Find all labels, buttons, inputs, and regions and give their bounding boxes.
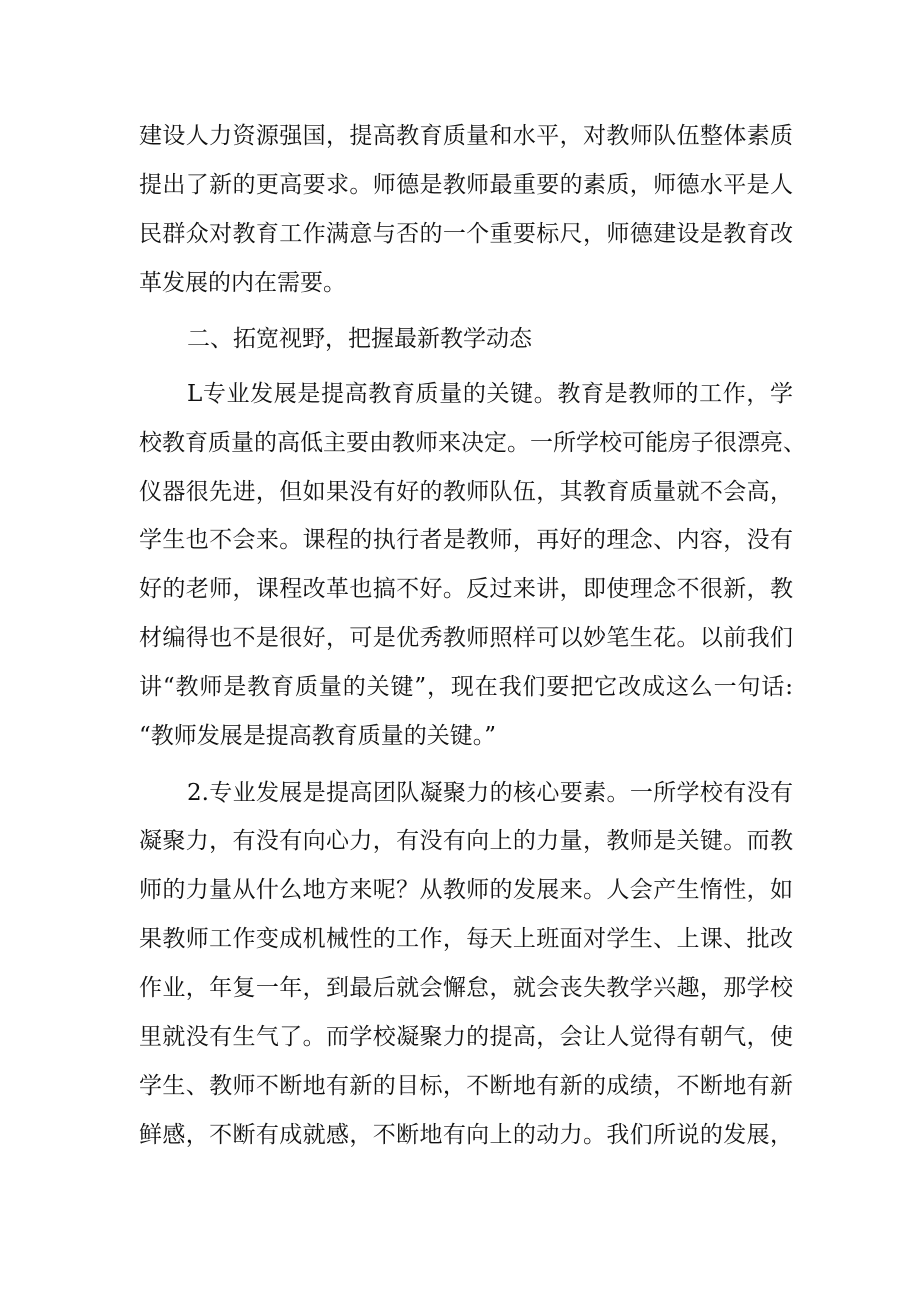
body-text-line: 2.专业发展是提高团队凝聚力的核心要素。一所学校有没有 bbox=[187, 780, 793, 806]
body-text-line: 里就没有生气了。而学校凝聚力的提高，会让人觉得有朝气，使 bbox=[139, 1024, 793, 1050]
body-text-line: 学生也不会来。课程的执行者是教师，再好的理念、内容，没有 bbox=[139, 527, 793, 553]
body-text-line: L专业发展是提高教育质量的关键。教育是教师的工作，学 bbox=[187, 381, 793, 407]
body-text-line: 建设人力资源强国，提高教育质量和水平，对教师队伍整体素质 bbox=[139, 123, 793, 149]
body-text-line: 校教育质量的高低主要由教师来决定。一所学校可能房子很漂亮、 bbox=[139, 430, 806, 456]
body-text-line: 仪器很先进，但如果没有好的教师队伍，其教育质量就不会高， bbox=[139, 479, 793, 505]
body-text-line: 好的老师，课程改革也搞不好。反过来讲，即使理念不很新，教 bbox=[139, 576, 793, 602]
section-heading: 二、拓宽视野，把握最新教学动态 bbox=[187, 326, 532, 352]
body-text-line: 鲜感，不断有成就感，不断地有向上的动力。我们所说的发展， bbox=[139, 1122, 793, 1148]
body-text-line: 学生、教师不断地有新的目标，不断地有新的成绩，不断地有新 bbox=[139, 1073, 793, 1099]
body-text-line: 民群众对教育工作满意与否的一个重要标尺，师德建设是教育改 bbox=[139, 221, 793, 247]
body-text-line: 师的力量从什么地方来呢？从教师的发展来。人会产生惰性，如 bbox=[139, 877, 793, 903]
body-text-line: 凝聚力，有没有向心力，有没有向上的力量，教师是关键。而教 bbox=[139, 828, 793, 854]
body-text-line: 讲“教师是教育质量的关键”，现在我们要把它改成这么一句话: bbox=[139, 674, 793, 700]
body-text-line: 革发展的内在需要。 bbox=[139, 270, 346, 296]
body-text-line: 作业，年复一年，到最后就会懈怠，就会丧失教学兴趣，那学校 bbox=[139, 975, 793, 1001]
body-text-line: “教师发展是提高教育质量的关键。” bbox=[139, 723, 497, 749]
body-text-line: 提出了新的更高要求。师德是教师最重要的素质，师德水平是人 bbox=[139, 172, 793, 198]
body-text-line: 材编得也不是很好，可是优秀教师照样可以妙笔生花。以前我们 bbox=[139, 625, 793, 651]
body-text-line: 果教师工作变成机械性的工作，每天上班面对学生、上课、批改 bbox=[139, 926, 793, 952]
